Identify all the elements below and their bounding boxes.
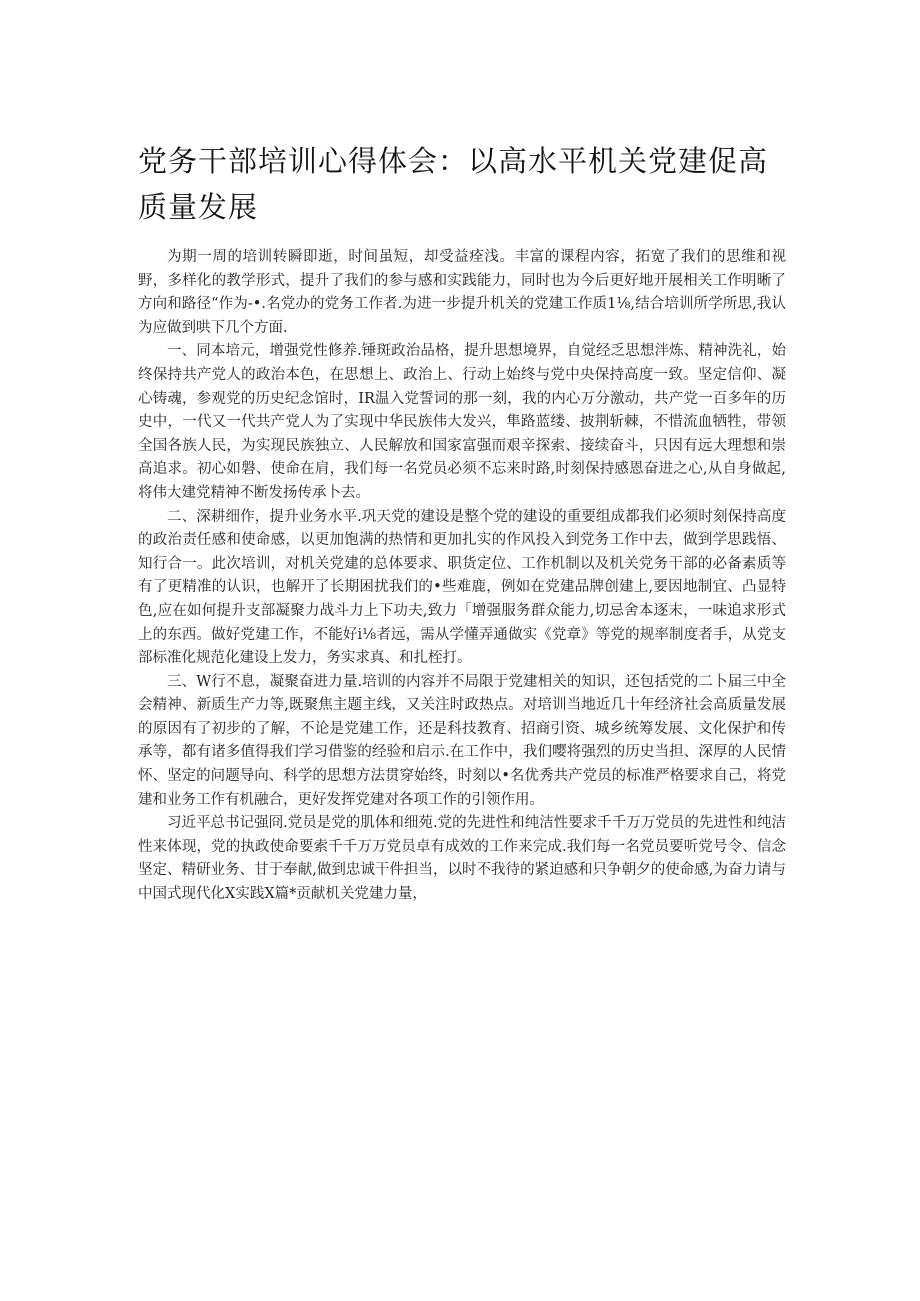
document-page (138, 138, 786, 907)
paragraph-section-three: 三、W行不息，凝聚奋进力量.培训的内容并不局限于党建相关的知识，还包括党的二卜届三中全会精神、新质生产力等,既聚焦主题主线，又关注时政热点。对培训当地近几十年经济社会高质量发展的原因有了初步的了解，不论是党建工作，还是科技教育、招商引资、城乡统筹发展、文化保护和传承等，都有诸多值得我们学习借鉴的经验和启示.在工作中，我们嘤将强烈的历史当担、深厚的人民情怀、坚定的问题导向、科学的思想方法贯穿始终，时刻以•名优秀共产党员的标准严格要求自己，将党建和业务工作有机融合，更好发挥党建对各项工作的引领作用。 (138, 673, 786, 808)
paragraph-intro: 为期一周的培训转瞬即逝，时间虽短，却受益痊浅。丰富的课程内容，拓宽了我们的思维和视野，多样化的教学形式，提升了我们的参与感和实践能力，同时也为今后更好地开展相关工作明晰了方向和路径“作为-•.名党办的党务工作者.为进一步提升机关的党建工作质1⅛,结合培训所学所思,我认为应做到哄下几个方面. (138, 249, 786, 336)
paragraph-section-one: 一、同本培元，增强党性修养.锤斑政治品格，提升思想境界，自觉经乏思想泮炼、精神洗礼，始终保持共产党人的政治本色，在思想上、政治上、行动上始终与党中央保持高度一致。坚定信仰、凝心铸魂，参观党的历史纪念馆时，IR温入党誓词的那一刻，我的内心万分激动，共产党一百多年的历史中，一代又一代共产党人为了实现中华民族伟大发兴，隼路蓝缕、披荆斩棘，不惜流血牺牲，带领全国各族人民，为实现民族独立、人民解放和国家富强而艰辛探索、接续奋斗，只因有远大理想和崇高追求。初心如磐、使命在肩，我们每一名党员必须不忘来时路,时刻保持感恩奋进之心,从自身做起,将伟大建党精神不断发扬传承卜去。 (138, 343, 786, 501)
document-title: 党务干部培训心得体会：以高水平机关党建促高质量发展 (138, 144, 769, 224)
paragraph-section-two: 二、深耕细作，提升业务水平.巩天党的建设是整个党的建设的重要组成都我们必须时刻保持高度的政治责任感和使命感，以更加饱满的热情和更加扎实的作风投入到党务工作中去，做到学思践悟、知行合一。此次培训，对机关党建的总体要求、职货定位、工作机制以及机关党务干部的必备素质等有了更精准的认识，也解开了长期困扰我们的•些难鹿，例如在党建品牌创建上,要因地制宜、凸显特色,应在如何提升支部凝聚力战斗力上下功夫,致力「增强服务群众能力,切忌舍本逐末，一味追求形式上的东西。做好党建工作，不能好i⅛者远，需从学懂弄通做实《党章》等党的规率制度者手，从党支部标准化规范化建设上发力，务实求真、和扎桎打。 (138, 508, 786, 667)
paragraph-conclusion: 习近平总书记强冏.党员是党的肌体和细苑.党的先进性和纯洁性要求千千万万党员的先进性和纯洁性来体现，党的执政使命要索千千万万党员卓有成效的工作来完成.我们每一名党员要听党号令、信念坚定、精研业务、甘于奉献,做到忠诚干件担当，以时不我待的紧迫感和只争朝夕的使命感,为奋力请与中国式现代化X实践X篇*贡献机关党建力量， (138, 815, 786, 903)
